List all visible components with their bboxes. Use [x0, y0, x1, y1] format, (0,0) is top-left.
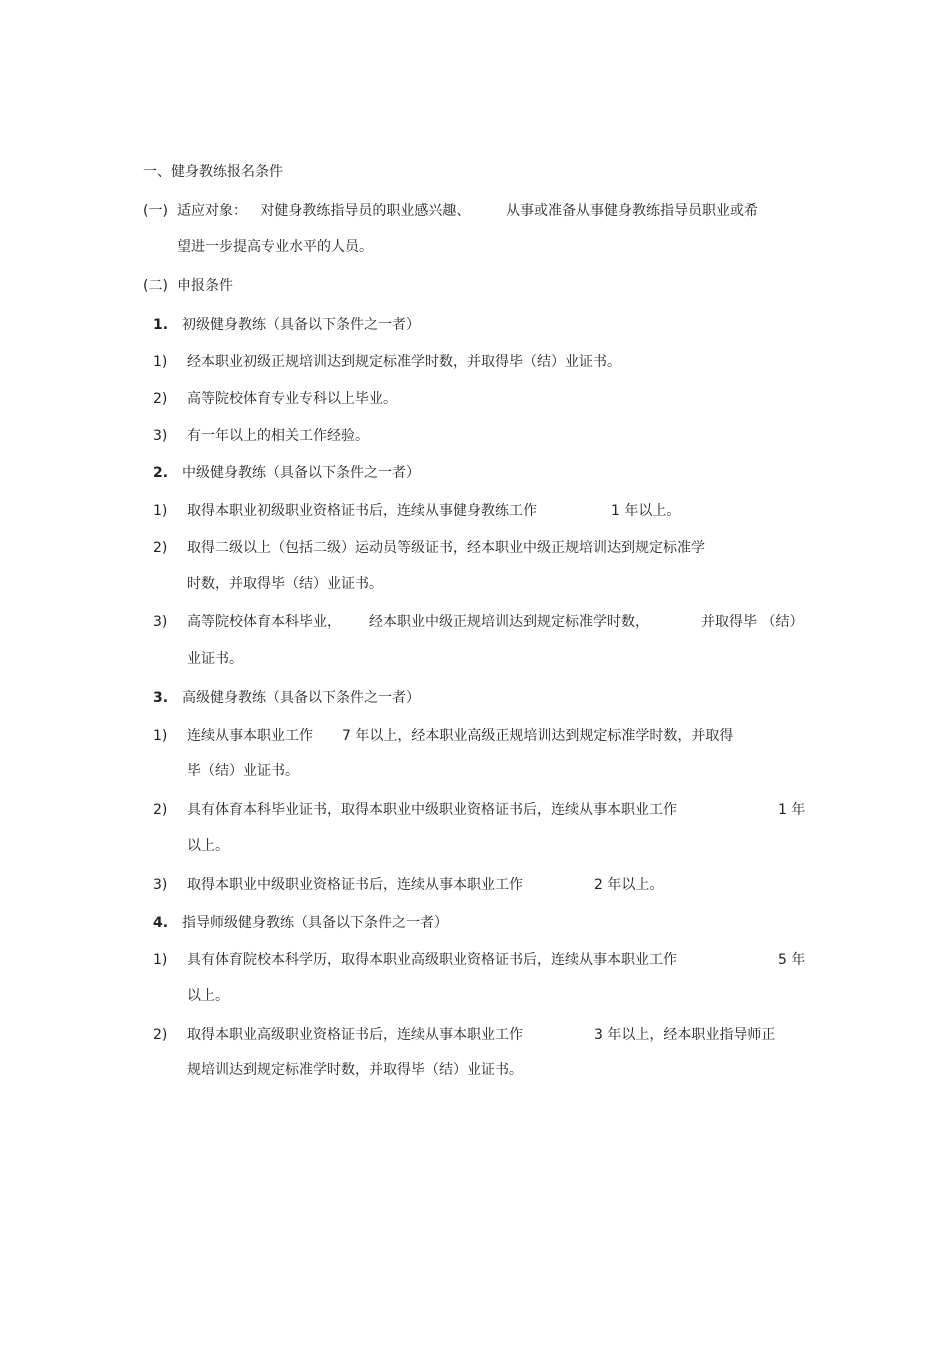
level2-item1-text: 取得本职业初级职业资格证书后，连续从事健身教练工作 [187, 503, 537, 519]
level2-item1-number: 1) [153, 503, 168, 519]
level3-item2-text-b: 1 年 [778, 802, 806, 818]
sec2-label: (二) [143, 278, 168, 294]
level2-item3-text-cont: 业证书。 [187, 651, 243, 667]
level3-number: 3. [153, 690, 169, 706]
level3-item3-text-b: 2 年以上。 [594, 877, 664, 893]
level3-item2-text: 具有体育本科毕业证书，取得本职业中级职业资格证书后，连续从事本职业工作 [187, 802, 677, 818]
sec1-text-a: 适应对象： 对健身教练指导员的职业感兴趣、 [177, 203, 471, 219]
level4-item1-text-b: 5 年 [778, 952, 806, 968]
level1-number: 1. [153, 317, 169, 333]
level2-item3-text-b: 经本职业中级正规培训达到规定标准学时数， [369, 614, 649, 630]
level4-item2-text: 取得本职业高级职业资格证书后，连续从事本职业工作 [187, 1027, 523, 1043]
level4-item2-text-b: 3 年以上，经本职业指导师正 [594, 1027, 776, 1043]
level3-item3-text: 取得本职业中级职业资格证书后，连续从事本职业工作 [187, 877, 523, 893]
level1-title: 初级健身教练（具备以下条件之一者） [182, 317, 420, 333]
level1-item3-text: 有一年以上的相关工作经验。 [187, 428, 369, 444]
level1-item3-number: 3) [153, 428, 168, 444]
level3-item2-number: 2) [153, 802, 168, 818]
level2-item2-text: 取得二级以上（包括二级）运动员等级证书，经本职业中级正规培训达到规定标准学 [187, 540, 705, 556]
level4-item1-number: 1) [153, 952, 168, 968]
level2-item1-text-b: 1 年以上。 [611, 503, 681, 519]
level3-item1-text-cont: 毕（结）业证书。 [187, 763, 299, 779]
level3-item1-number: 1) [153, 728, 168, 744]
level4-item1-text: 具有体育院校本科学历，取得本职业高级职业资格证书后，连续从事本职业工作 [187, 952, 677, 968]
sec2-title: 申报条件 [177, 278, 233, 294]
level1-item2-number: 2) [153, 391, 168, 407]
level1-item1-text: 经本职业初级正规培训达到规定标准学时数，并取得毕（结）业证书。 [187, 354, 621, 370]
sec1-text-b: 从事或准备从事健身教练指导员职业或希 [506, 203, 758, 219]
level2-item2-text-cont: 时数，并取得毕（结）业证书。 [187, 576, 383, 592]
level1-item2-text: 高等院校体育专业专科以上毕业。 [187, 391, 397, 407]
sec1-text-cont: 望进一步提高专业水平的人员。 [177, 239, 373, 255]
level2-item2-number: 2) [153, 540, 168, 556]
level3-title: 高级健身教练（具备以下条件之一者） [182, 690, 420, 706]
level1-item1-number: 1) [153, 354, 168, 370]
section-heading: 一、健身教练报名条件 [143, 164, 283, 180]
level2-number: 2. [153, 465, 169, 481]
level2-title: 中级健身教练（具备以下条件之一者） [182, 465, 420, 481]
level2-item3-text: 高等院校体育本科毕业， [187, 614, 341, 630]
level3-item1-text-b: 7 年以上，经本职业高级正规培训达到规定标准学时数，并取得 [342, 728, 734, 744]
level2-item3-number: 3) [153, 614, 168, 630]
level4-number: 4. [153, 915, 169, 931]
sec1-label: (一) [143, 203, 168, 219]
level4-title: 指导师级健身教练（具备以下条件之一者） [182, 915, 448, 931]
level2-item3-text-c: 并取得毕 （结） [701, 614, 804, 630]
level4-item1-text-cont: 以上。 [187, 988, 229, 1004]
level4-item2-text-cont: 规培训达到规定标准学时数，并取得毕（结）业证书。 [187, 1062, 523, 1078]
level4-item2-number: 2) [153, 1027, 168, 1043]
level3-item1-text: 连续从事本职业工作 [187, 728, 313, 744]
level3-item3-number: 3) [153, 877, 168, 893]
level3-item2-text-cont: 以上。 [187, 838, 229, 854]
